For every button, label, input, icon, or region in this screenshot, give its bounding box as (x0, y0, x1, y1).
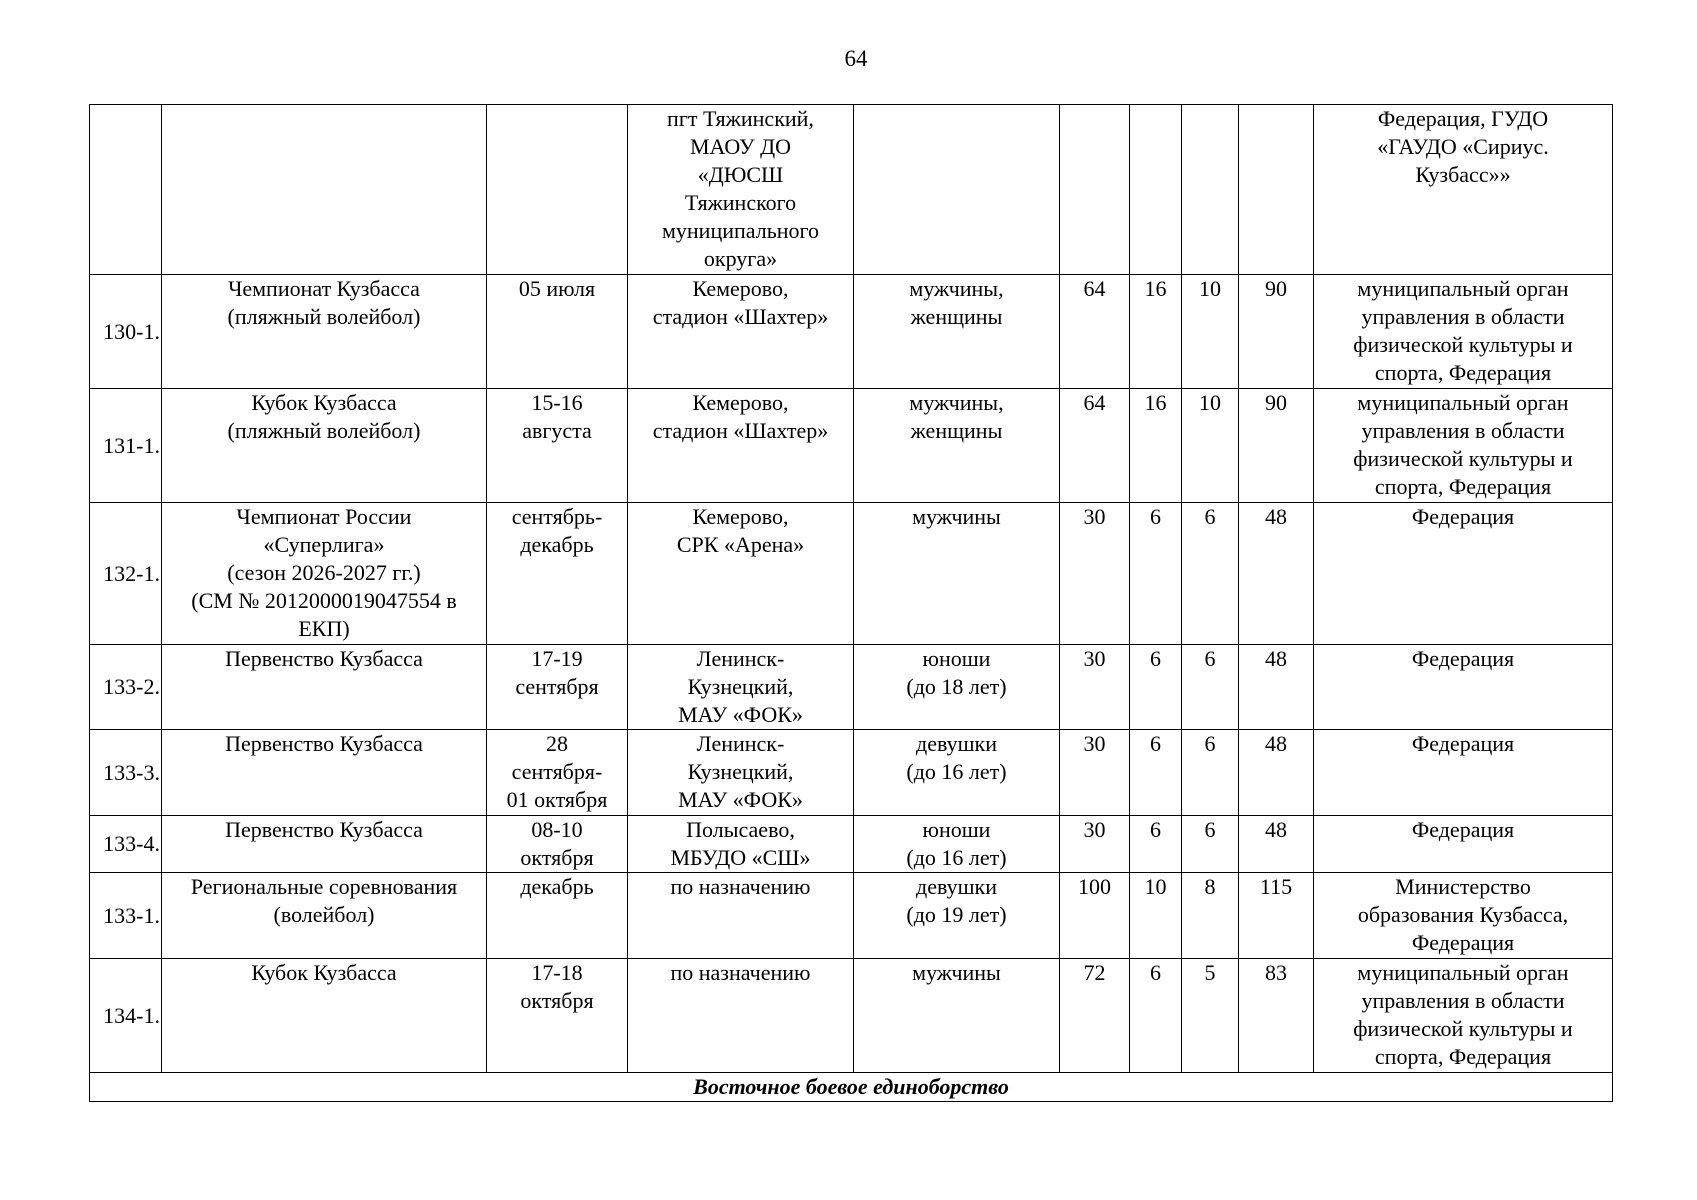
count-cell-2: 16 (1130, 275, 1182, 389)
row-number-cell: 134-1. (90, 959, 162, 1073)
event-name-cell: Региональные соревнования (волейбол) (162, 873, 487, 959)
table-row (90, 816, 1613, 873)
events-table (89, 104, 1613, 1102)
participants-cell: мужчины (854, 959, 1060, 1073)
participants-cell: юноши (до 16 лет) (854, 816, 1060, 873)
count-cell-3: 10 (1182, 389, 1239, 503)
event-place-cell: Ленинск- Кузнецкий, МАУ «ФОК» (628, 730, 854, 816)
event-date-cell: 15-16 августа (487, 389, 628, 503)
row-number-cell: 133-3. (90, 730, 162, 816)
count-cell-4: 48 (1239, 503, 1314, 645)
row-number-cell: 132-1. (90, 503, 162, 645)
count-cell-2: 6 (1130, 959, 1182, 1073)
table-row (90, 105, 1613, 275)
count-cell-4 (1239, 105, 1314, 275)
event-place-cell: Кемерово, стадион «Шахтер» (628, 275, 854, 389)
section-heading: Восточное боевое единоборство (90, 1073, 1613, 1102)
count-cell-4: 90 (1239, 389, 1314, 503)
event-date-cell: 08-10 октября (487, 816, 628, 873)
count-cell-1: 30 (1060, 816, 1130, 873)
organizer-cell: Федерация (1314, 730, 1613, 816)
event-place-cell: Ленинск- Кузнецкий, МАУ «ФОК» (628, 645, 854, 730)
count-cell-3: 6 (1182, 730, 1239, 816)
count-cell-4: 83 (1239, 959, 1314, 1073)
organizer-cell: муниципальный орган управления в области физической культуры и спорта, Федерация (1314, 275, 1613, 389)
count-cell-3: 6 (1182, 645, 1239, 730)
count-cell-4: 115 (1239, 873, 1314, 959)
participants-cell (854, 105, 1060, 275)
event-date-cell: 05 июля (487, 275, 628, 389)
count-cell-2: 16 (1130, 389, 1182, 503)
table-row (90, 873, 1613, 959)
section-row (90, 1073, 1613, 1102)
event-date-cell (487, 105, 628, 275)
row-number-cell: 133-1. (90, 873, 162, 959)
participants-cell: юноши (до 18 лет) (854, 645, 1060, 730)
page-number: 64 (844, 46, 868, 71)
count-cell-1: 30 (1060, 503, 1130, 645)
row-number-cell: 130-1. (90, 275, 162, 389)
row-number-cell: 131-1. (90, 389, 162, 503)
event-name-cell: Чемпионат Кузбасса (пляжный волейбол) (162, 275, 487, 389)
count-cell-1: 30 (1060, 645, 1130, 730)
table-body (90, 105, 1613, 1102)
row-number-cell (90, 105, 162, 275)
event-place-cell: по назначению (628, 959, 854, 1073)
count-cell-3: 10 (1182, 275, 1239, 389)
table-row (90, 389, 1613, 503)
event-place-cell: по назначению (628, 873, 854, 959)
count-cell-3: 5 (1182, 959, 1239, 1073)
event-place-cell: Полысаево, МБУДО «СШ» (628, 816, 854, 873)
row-number-cell: 133-4. (90, 816, 162, 873)
event-date-cell: сентябрь- декабрь (487, 503, 628, 645)
table-row (90, 730, 1613, 816)
count-cell-4: 90 (1239, 275, 1314, 389)
count-cell-1: 64 (1060, 275, 1130, 389)
count-cell-3 (1182, 105, 1239, 275)
organizer-cell: Федерация, ГУДО «ГАУДО «Сириус. Кузбасс»» (1314, 105, 1613, 275)
participants-cell: мужчины, женщины (854, 275, 1060, 389)
count-cell-1: 100 (1060, 873, 1130, 959)
count-cell-4: 48 (1239, 645, 1314, 730)
table-row (90, 275, 1613, 389)
count-cell-2: 6 (1130, 730, 1182, 816)
count-cell-1 (1060, 105, 1130, 275)
participants-cell: мужчины, женщины (854, 389, 1060, 503)
count-cell-3: 8 (1182, 873, 1239, 959)
count-cell-4: 48 (1239, 816, 1314, 873)
table-row (90, 503, 1613, 645)
row-number-cell: 133-2. (90, 645, 162, 730)
event-name-cell: Чемпионат России «Суперлига» (сезон 2026-2027 гг.) (СМ № 2012000019047554 в ЕКП) (162, 503, 487, 645)
event-name-cell: Первенство Кузбасса (162, 645, 487, 730)
count-cell-2: 10 (1130, 873, 1182, 959)
count-cell-1: 72 (1060, 959, 1130, 1073)
count-cell-2 (1130, 105, 1182, 275)
event-date-cell: декабрь (487, 873, 628, 959)
event-date-cell: 17-19 сентября (487, 645, 628, 730)
organizer-cell: Министерство образования Кузбасса, Федерация (1314, 873, 1613, 959)
event-name-cell (162, 105, 487, 275)
event-date-cell: 28 сентября- 01 октября (487, 730, 628, 816)
participants-cell: девушки (до 16 лет) (854, 730, 1060, 816)
event-name-cell: Первенство Кузбасса (162, 816, 487, 873)
participants-cell: мужчины (854, 503, 1060, 645)
event-place-cell: Кемерово, СРК «Арена» (628, 503, 854, 645)
count-cell-2: 6 (1130, 816, 1182, 873)
event-place-cell: пгт Тяжинский, МАОУ ДО «ДЮСШ Тяжинского муниципального округа» (628, 105, 854, 275)
table-row (90, 959, 1613, 1073)
count-cell-3: 6 (1182, 816, 1239, 873)
event-name-cell: Первенство Кузбасса (162, 730, 487, 816)
count-cell-3: 6 (1182, 503, 1239, 645)
event-place-cell: Кемерово, стадион «Шахтер» (628, 389, 854, 503)
event-date-cell: 17-18 октября (487, 959, 628, 1073)
count-cell-2: 6 (1130, 645, 1182, 730)
count-cell-1: 30 (1060, 730, 1130, 816)
table-row (90, 645, 1613, 730)
participants-cell: девушки (до 19 лет) (854, 873, 1060, 959)
count-cell-1: 64 (1060, 389, 1130, 503)
organizer-cell: муниципальный орган управления в области физической культуры и спорта, Федерация (1314, 389, 1613, 503)
event-name-cell: Кубок Кузбасса (пляжный волейбол) (162, 389, 487, 503)
count-cell-2: 6 (1130, 503, 1182, 645)
organizer-cell: Федерация (1314, 645, 1613, 730)
organizer-cell: муниципальный орган управления в области физической культуры и спорта, Федерация (1314, 959, 1613, 1073)
event-name-cell: Кубок Кузбасса (162, 959, 487, 1073)
organizer-cell: Федерация (1314, 816, 1613, 873)
count-cell-4: 48 (1239, 730, 1314, 816)
organizer-cell: Федерация (1314, 503, 1613, 645)
